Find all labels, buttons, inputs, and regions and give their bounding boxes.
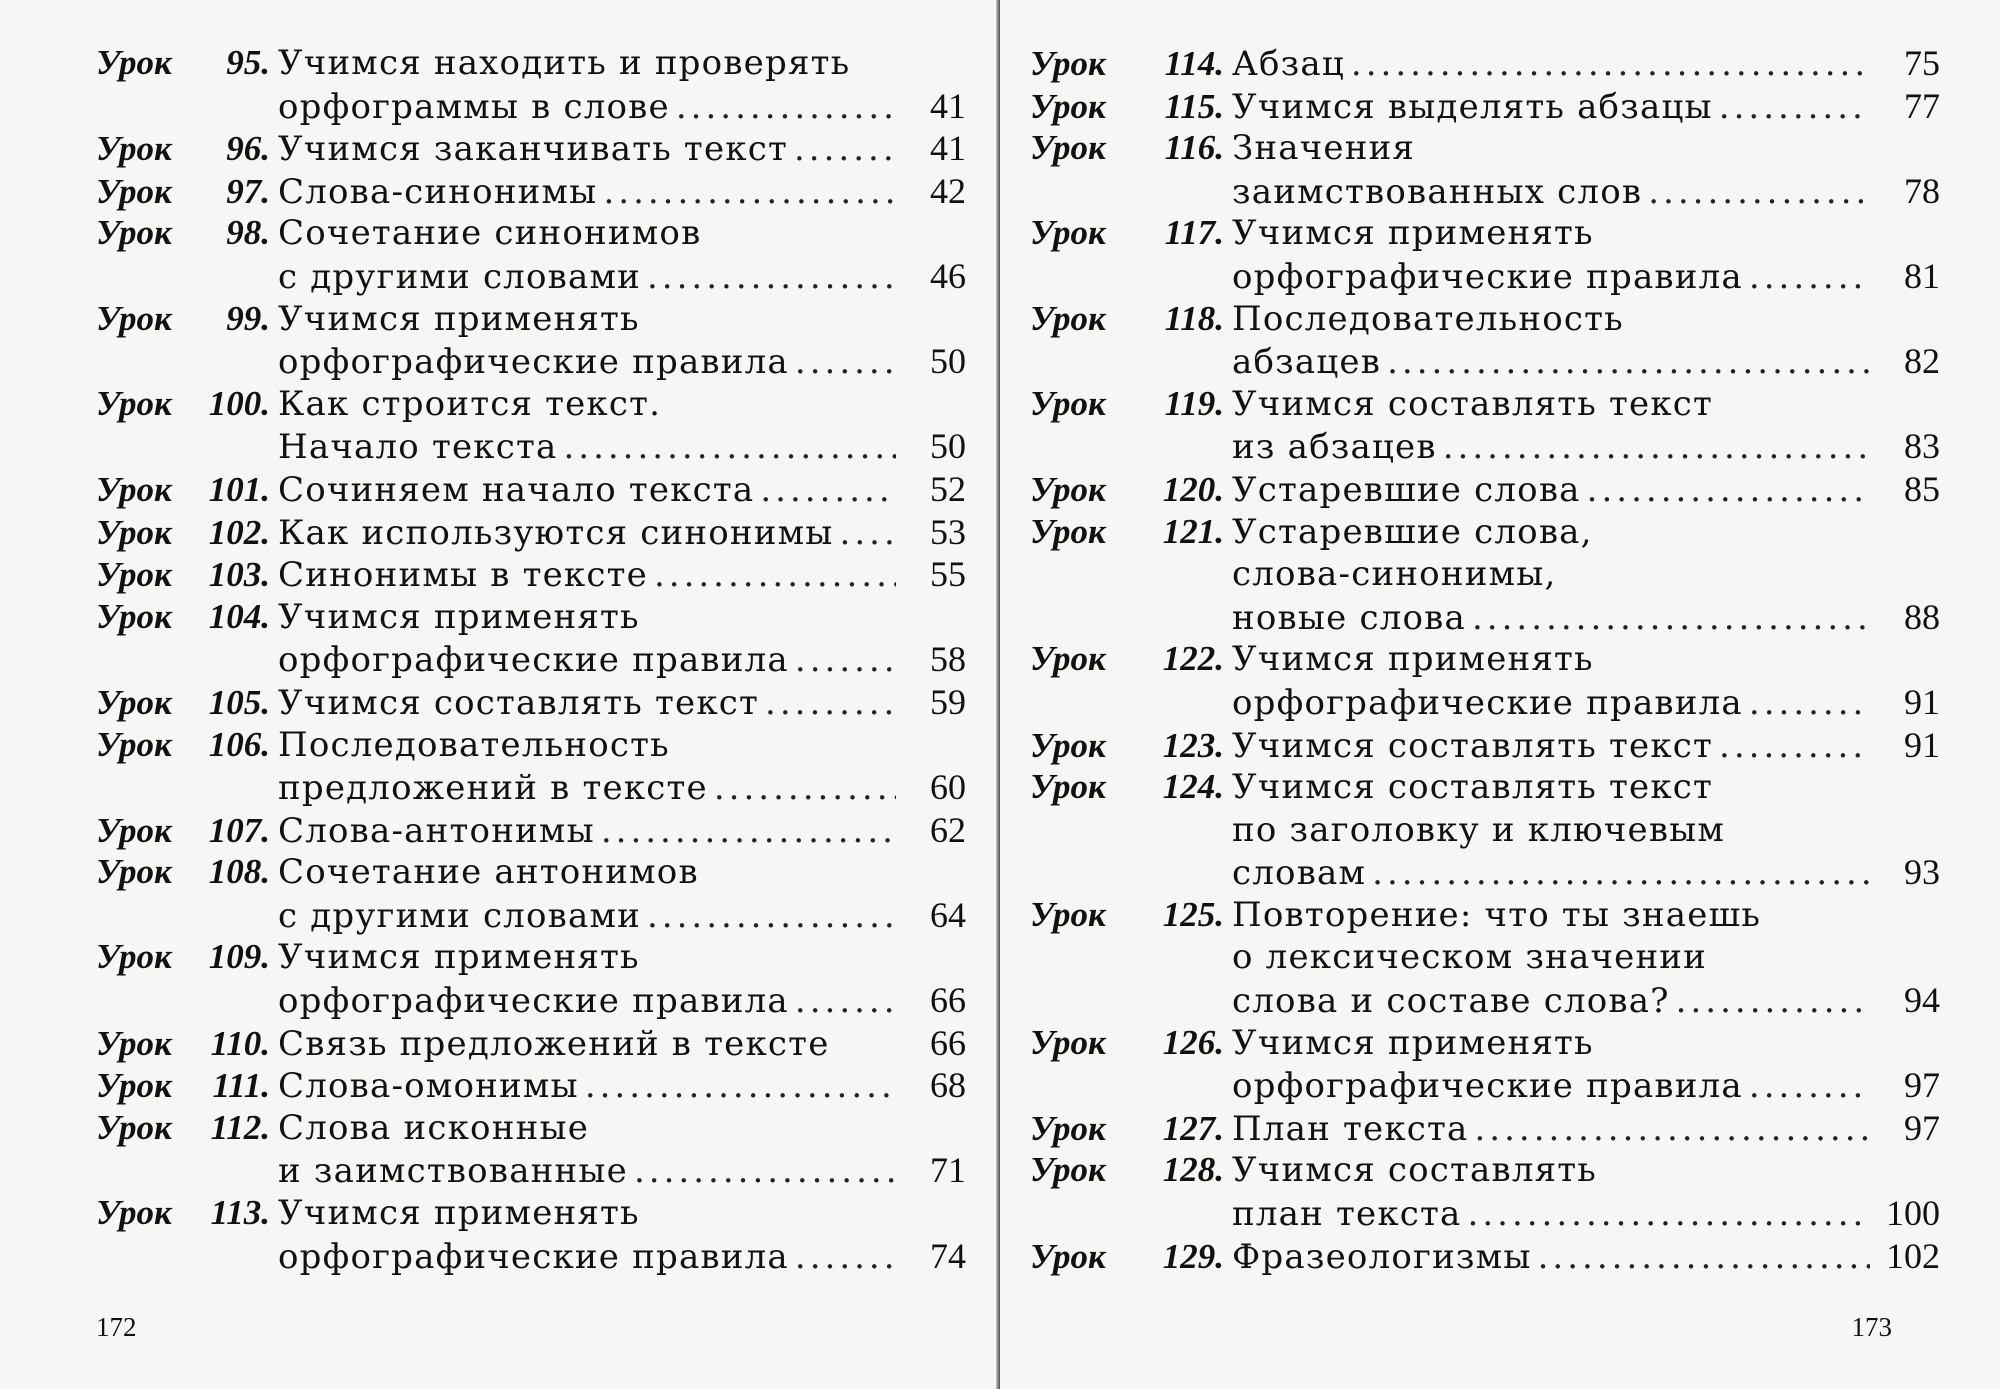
toc-entry <box>1030 894 1940 1022</box>
dot-leader <box>1749 682 1870 725</box>
page-ref: 68 <box>930 1065 966 1106</box>
toc-line <box>1030 255 1940 298</box>
toc-entry <box>96 212 966 297</box>
toc-line <box>1030 298 1940 341</box>
dot-leader <box>1351 43 1870 86</box>
page-ref: 78 <box>1904 170 1940 211</box>
toc-entry <box>1030 724 1940 767</box>
dot-leader <box>1372 852 1870 895</box>
lesson-label: Урок <box>96 129 172 169</box>
toc-line <box>96 170 966 213</box>
lesson-label: Урок <box>1030 894 1106 934</box>
page-ref: 91 <box>1904 724 1940 765</box>
lesson-title: Учимся применять <box>278 596 640 637</box>
toc-line <box>96 936 966 979</box>
page-number-left: 172 <box>96 1312 137 1342</box>
lesson-label: Урок <box>1030 511 1106 551</box>
lesson-label: Урок <box>96 383 172 423</box>
lesson-title: Учимся выделять абзацы <box>1232 86 1713 127</box>
lesson-number: 112. <box>210 1107 270 1147</box>
toc-line <box>1030 468 1940 511</box>
lesson-number: 102. <box>208 512 270 552</box>
page-number-right: 173 <box>1851 1312 1892 1342</box>
lesson-label: Урок <box>1030 639 1106 679</box>
dot-leader <box>840 512 896 555</box>
toc-entry <box>1030 766 1940 894</box>
lesson-title: орфографические правила <box>278 640 789 681</box>
toc-line <box>96 766 966 809</box>
lesson-number: 119. <box>1164 383 1224 423</box>
lesson-number: 108. <box>208 852 270 892</box>
lesson-number: 99. <box>226 298 270 338</box>
dot-leader <box>585 1065 896 1108</box>
lesson-title: Как строится текст. <box>278 383 662 424</box>
toc-line <box>1030 1064 1940 1107</box>
toc-line <box>96 1235 966 1278</box>
toc-entry <box>96 1064 966 1107</box>
toc-line <box>1030 42 1940 85</box>
toc-line <box>96 1149 966 1192</box>
lesson-title: план текста <box>1232 1194 1462 1235</box>
lesson-title: Учимся составлять текст <box>1232 725 1714 766</box>
toc-entry <box>96 298 966 383</box>
lesson-number: 110. <box>210 1023 270 1063</box>
page-ref: 64 <box>930 894 966 935</box>
lesson-label: Урок <box>1030 1236 1106 1276</box>
dot-leader <box>1749 1065 1870 1108</box>
lesson-title: словам <box>1232 853 1367 894</box>
page-ref: 91 <box>1904 681 1940 722</box>
lesson-label: Урок <box>1030 128 1106 168</box>
toc-line <box>96 894 966 937</box>
toc-entry <box>1030 468 1940 511</box>
lesson-title: Учимся применять <box>278 937 640 978</box>
lesson-title: Слова-антонимы <box>278 810 595 851</box>
page-ref: 100 <box>1886 1193 1940 1234</box>
lesson-title: орфографические правила <box>1232 682 1743 723</box>
dot-leader <box>654 554 896 597</box>
page-ref: 88 <box>1904 596 1940 637</box>
toc-entry <box>1030 638 1940 723</box>
page-ref: 41 <box>930 85 966 126</box>
toc-entry <box>96 1192 966 1277</box>
lesson-label: Урок <box>1030 298 1106 338</box>
page-ref: 85 <box>1904 468 1940 509</box>
dot-leader <box>760 469 896 512</box>
toc-line <box>96 1022 966 1065</box>
lesson-title: Значения <box>1232 128 1416 169</box>
lesson-title: орфографические правила <box>278 342 789 383</box>
page-ref: 62 <box>930 809 966 850</box>
lesson-number: 101. <box>208 469 270 509</box>
toc-entry <box>96 511 966 554</box>
toc-line <box>96 1192 966 1235</box>
toc-line <box>1030 511 1940 554</box>
lesson-label: Урок <box>1030 767 1106 807</box>
page-ref: 93 <box>1904 852 1940 893</box>
lesson-number: 109. <box>208 937 270 977</box>
dot-leader <box>647 256 896 299</box>
lesson-title: Повторение: что ты знаешь <box>1232 894 1762 935</box>
toc-entry <box>1030 298 1940 383</box>
toc-line <box>1030 340 1940 383</box>
toc-entry <box>96 809 966 852</box>
lesson-number: 103. <box>208 555 270 595</box>
lesson-label: Урок <box>1030 1108 1106 1148</box>
toc-entry <box>96 936 966 1021</box>
toc-entry <box>96 1022 966 1065</box>
lesson-title: Слова-синонимы <box>278 171 598 212</box>
lesson-title: Как используются синонимы <box>278 512 834 553</box>
lesson-label: Урок <box>1030 213 1106 253</box>
toc-line <box>1030 638 1940 681</box>
page-ref: 94 <box>1904 980 1940 1021</box>
lesson-number: 126. <box>1162 1022 1224 1062</box>
lesson-number: 96. <box>226 129 270 169</box>
dot-leader <box>603 171 896 214</box>
lesson-label: Урок <box>96 682 172 722</box>
lesson-number: 121. <box>1162 511 1224 551</box>
lesson-number: 107. <box>208 810 270 850</box>
toc-line <box>96 127 966 170</box>
toc-entry <box>96 553 966 596</box>
lesson-number: 127. <box>1162 1108 1224 1148</box>
lesson-title: Учимся применять <box>278 298 640 339</box>
lesson-label: Урок <box>96 1193 172 1233</box>
lesson-title: Слова исконные <box>278 1107 590 1148</box>
toc-line <box>1030 681 1940 724</box>
page-ref: 75 <box>1904 43 1940 83</box>
lesson-label: Урок <box>1030 469 1106 509</box>
dot-leader <box>1387 341 1870 384</box>
lesson-number: 117. <box>1164 213 1224 253</box>
lesson-title: о лексическом значении <box>1232 937 1708 978</box>
toc-line <box>96 809 966 852</box>
lesson-title: Учимся составлять текст <box>1232 383 1714 424</box>
toc-line <box>96 85 966 128</box>
lesson-title: новые слова <box>1232 597 1466 638</box>
dot-leader <box>1538 1236 1870 1279</box>
toc-entry <box>1030 1107 1940 1150</box>
lesson-label: Урок <box>1030 86 1106 126</box>
page-ref: 42 <box>930 170 966 211</box>
lesson-title: Сочиняем начало текста <box>278 469 755 510</box>
page-ref: 52 <box>930 468 966 509</box>
page-ref: 71 <box>930 1150 966 1191</box>
lesson-title: орфограммы в слове <box>278 86 670 127</box>
toc-line <box>96 638 966 681</box>
toc-line <box>96 298 966 341</box>
page-ref: 59 <box>930 681 966 722</box>
lesson-title: заимствованных слов <box>1232 171 1643 212</box>
toc-entry <box>1030 42 1940 85</box>
toc-line <box>1030 425 1940 468</box>
lesson-number: 114. <box>1164 44 1224 83</box>
lesson-title: Учимся составлять <box>1232 1150 1597 1191</box>
lesson-title: Фразеологизмы <box>1232 1236 1532 1277</box>
lesson-title: предложений в тексте <box>278 768 708 809</box>
lesson-label: Урок <box>96 512 172 552</box>
page-ref: 60 <box>930 767 966 808</box>
lesson-title: План текста <box>1232 1108 1469 1149</box>
toc-entry <box>96 681 966 724</box>
lesson-title: слова и составе слова? <box>1232 981 1670 1022</box>
toc-entry <box>1030 1149 1940 1234</box>
dot-leader <box>1475 1108 1871 1151</box>
lesson-label: Урок <box>96 937 172 977</box>
lesson-number: 122. <box>1162 639 1224 679</box>
dot-leader <box>1472 597 1870 640</box>
page-ref: 66 <box>930 980 966 1021</box>
dot-leader <box>795 639 896 682</box>
toc-line <box>96 851 966 894</box>
toc-line <box>1030 724 1940 767</box>
toc-line <box>1030 1022 1940 1065</box>
lesson-label: Урок <box>96 1023 172 1063</box>
lesson-title: Последовательность <box>278 724 670 765</box>
toc-line <box>1030 894 1940 937</box>
lesson-label: Урок <box>1030 383 1106 423</box>
dot-leader <box>1749 256 1870 299</box>
toc-entry <box>96 170 966 213</box>
right-page <box>1000 0 2000 1389</box>
lesson-number: 116. <box>1164 128 1224 168</box>
lesson-title: Учимся находить и проверять <box>278 43 851 83</box>
lesson-title: Учимся применять <box>278 1193 640 1234</box>
toc-line <box>96 468 966 511</box>
lesson-title: Слова-омонимы <box>278 1066 579 1107</box>
toc-entry <box>1030 85 1940 128</box>
lesson-label: Урок <box>96 852 172 892</box>
lesson-title: орфографические правила <box>278 1236 789 1277</box>
toc-line <box>96 340 966 383</box>
lesson-label: Урок <box>96 1066 172 1106</box>
lesson-title: Начало текста <box>278 427 558 468</box>
toc-line <box>1030 766 1940 809</box>
lesson-label: Урок <box>96 555 172 595</box>
lesson-number: 106. <box>208 724 270 764</box>
lesson-label: Урок <box>1030 725 1106 765</box>
page-ref: 41 <box>930 128 966 169</box>
toc-line <box>96 383 966 426</box>
toc-line <box>96 1107 966 1150</box>
lesson-label: Урок <box>96 171 172 211</box>
lesson-number: 115. <box>1164 86 1224 126</box>
page-ref: 102 <box>1886 1235 1940 1276</box>
dot-leader <box>563 426 896 469</box>
lesson-title: Синонимы в тексте <box>278 555 648 596</box>
dot-leader <box>1719 86 1870 129</box>
lesson-label: Урок <box>96 724 172 764</box>
toc-entry <box>1030 511 1940 639</box>
lesson-title: Учимся применять <box>1232 1022 1594 1063</box>
lesson-number: 129. <box>1162 1236 1224 1276</box>
toc-entry <box>96 468 966 511</box>
lesson-number: 104. <box>208 596 270 636</box>
lesson-title: орфографические правила <box>1232 256 1743 297</box>
lesson-title: Учимся составлять текст <box>1232 767 1714 808</box>
lesson-title: Учимся применять <box>1232 213 1594 254</box>
lesson-title: Абзац <box>1232 44 1345 84</box>
lesson-title: абзацев <box>1232 342 1382 383</box>
dot-leader <box>1587 469 1870 512</box>
page-ref: 74 <box>930 1235 966 1276</box>
page-ref: 55 <box>930 554 966 595</box>
lesson-title: Связь предложений в тексте <box>278 1023 830 1064</box>
dot-leader <box>1443 426 1870 469</box>
lesson-title: Учимся заканчивать текст <box>278 129 788 170</box>
lesson-label: Урок <box>96 596 172 636</box>
lesson-number: 124. <box>1162 767 1224 807</box>
lesson-label: Урок <box>96 213 172 253</box>
toc-line <box>96 553 966 596</box>
dot-leader <box>634 1150 896 1193</box>
lesson-number: 123. <box>1162 725 1224 765</box>
lesson-number: 105. <box>208 682 270 722</box>
toc-line <box>96 42 966 85</box>
toc-line <box>1030 1107 1940 1150</box>
page-ref: 50 <box>930 341 966 382</box>
dot-leader <box>1676 980 1870 1023</box>
toc-line <box>1030 170 1940 213</box>
toc-entry <box>96 851 966 936</box>
lesson-title: слова-синонимы, <box>1232 554 1557 595</box>
page-ref: 97 <box>1904 1107 1940 1148</box>
lesson-title: Сочетание синонимов <box>278 213 702 254</box>
dot-leader <box>1468 1193 1870 1236</box>
toc-entry <box>1030 212 1940 297</box>
lesson-number: 98. <box>226 213 270 253</box>
lesson-label: Урок <box>96 1107 172 1147</box>
toc-entry <box>1030 1022 1940 1107</box>
toc-line <box>1030 1192 1940 1235</box>
toc-line <box>1030 383 1940 426</box>
toc-entry <box>96 127 966 170</box>
lesson-title: орфографические правила <box>1232 1066 1743 1107</box>
lesson-title: Последовательность <box>1232 298 1624 339</box>
toc-line <box>1030 127 1940 170</box>
lesson-title: Учимся составлять текст <box>278 682 760 723</box>
page-ref: 83 <box>1904 426 1940 467</box>
page-ref: 46 <box>930 255 966 296</box>
lesson-title: с другими словами <box>278 256 641 297</box>
toc-line <box>1030 596 1940 639</box>
lesson-number: 113. <box>210 1193 270 1233</box>
dot-leader <box>601 810 896 853</box>
dot-leader <box>795 341 896 384</box>
toc-line <box>1030 936 1940 979</box>
toc-line <box>1030 851 1940 894</box>
toc-line <box>96 724 966 767</box>
lesson-title: Устаревшие слова <box>1232 469 1581 510</box>
toc-line <box>96 681 966 724</box>
lesson-title: Устаревшие слова, <box>1232 511 1593 552</box>
page-ref: 66 <box>930 1022 966 1063</box>
lesson-title: и заимствованные <box>278 1151 628 1192</box>
toc-line <box>96 425 966 468</box>
dot-leader <box>795 980 896 1023</box>
dot-leader <box>1719 725 1870 768</box>
lesson-title: Сочетание антонимов <box>278 852 699 893</box>
lesson-number: 118. <box>1164 298 1224 338</box>
toc-line <box>1030 212 1940 255</box>
dot-leader <box>647 895 896 938</box>
table-of-contents-left <box>96 42 966 1277</box>
lesson-label: Урок <box>96 469 172 509</box>
lesson-title: Учимся применять <box>1232 639 1594 680</box>
toc-line <box>1030 1235 1940 1278</box>
lesson-title: по заголовку и ключевым <box>1232 809 1726 850</box>
page-ref: 97 <box>1904 1065 1940 1106</box>
toc-line <box>1030 553 1940 596</box>
toc-line <box>96 1064 966 1107</box>
toc-entry <box>96 383 966 468</box>
lesson-title: из абзацев <box>1232 427 1437 468</box>
dot-leader <box>1648 171 1870 214</box>
lesson-title: с другими словами <box>278 895 641 936</box>
toc-line <box>96 979 966 1022</box>
page-ref: 77 <box>1904 85 1940 126</box>
toc-entry <box>96 596 966 681</box>
toc-entry <box>1030 383 1940 468</box>
dot-leader <box>795 1236 896 1279</box>
dot-leader <box>676 86 896 129</box>
toc-entry <box>96 1107 966 1192</box>
toc-line <box>1030 1149 1940 1192</box>
lesson-number: 95. <box>226 43 270 82</box>
toc-entry <box>96 42 966 127</box>
toc-line <box>96 511 966 554</box>
lesson-number: 125. <box>1162 894 1224 934</box>
lesson-number: 120. <box>1162 469 1224 509</box>
page-ref: 50 <box>930 426 966 467</box>
table-of-contents-right <box>1030 42 1940 1277</box>
toc-entry <box>1030 1235 1940 1278</box>
lesson-number: 100. <box>208 383 270 423</box>
page-ref: 82 <box>1904 341 1940 382</box>
toc-line <box>1030 979 1940 1022</box>
lesson-label: Урок <box>1030 44 1106 83</box>
lesson-label: Урок <box>96 43 172 82</box>
lesson-number: 111. <box>212 1066 270 1106</box>
lesson-label: Урок <box>96 810 172 850</box>
toc-entry <box>96 724 966 809</box>
lesson-number: 128. <box>1162 1150 1224 1190</box>
page-ref: 81 <box>1904 255 1940 296</box>
toc-line <box>96 212 966 255</box>
toc-entry <box>1030 127 1940 212</box>
dot-leader <box>765 682 896 725</box>
dot-leader <box>714 767 896 810</box>
lesson-label: Урок <box>1030 1150 1106 1190</box>
page-ref: 58 <box>930 639 966 680</box>
toc-line <box>96 255 966 298</box>
toc-line <box>1030 85 1940 128</box>
lesson-number: 97. <box>226 171 270 211</box>
page-ref: 53 <box>930 511 966 552</box>
lesson-title: орфографические правила <box>278 981 789 1022</box>
toc-line <box>96 596 966 639</box>
lesson-label: Урок <box>96 298 172 338</box>
toc-line <box>1030 809 1940 852</box>
dot-leader <box>794 128 896 171</box>
lesson-label: Урок <box>1030 1022 1106 1062</box>
